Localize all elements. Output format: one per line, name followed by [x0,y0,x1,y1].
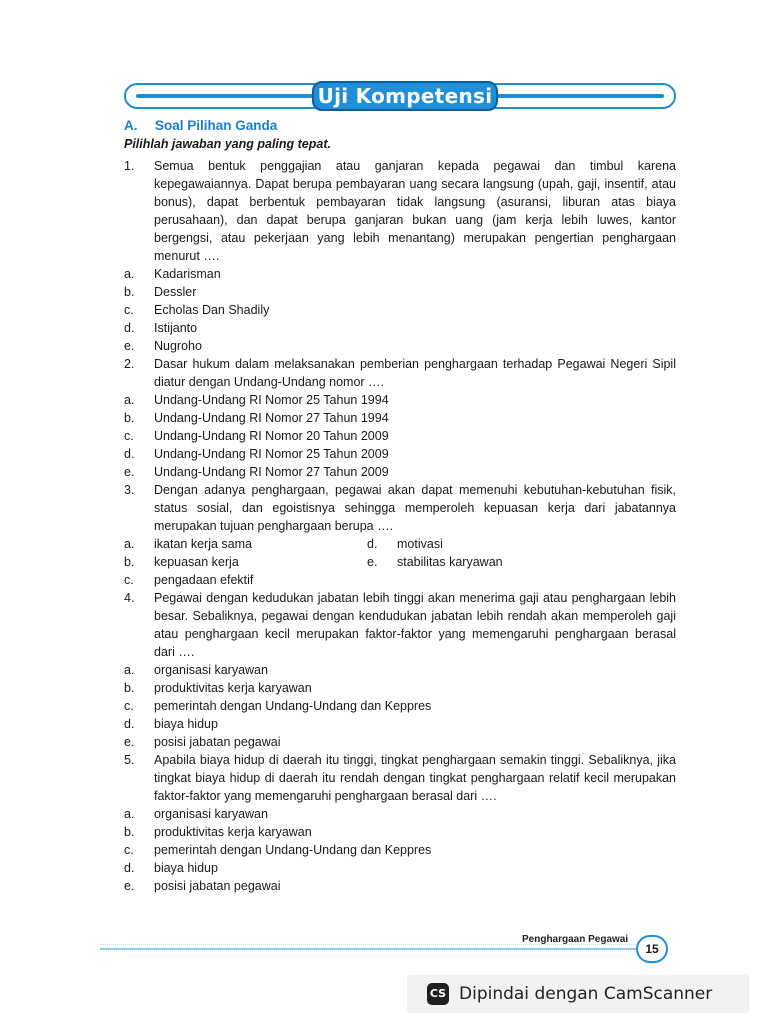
option-letter: e. [367,555,378,569]
option-letter: c. [124,303,134,317]
footer-chapter: Penghargaan Pegawai [522,934,629,945]
question-number: 5. [124,753,135,767]
option [124,859,676,877]
option [124,535,367,553]
option [124,463,676,481]
option-text: Echolas Dan Shadily [154,303,270,317]
option-letter: e. [124,465,135,479]
option [124,427,676,445]
question-4 [124,589,676,661]
option [124,337,676,355]
option-letter: b. [124,825,135,839]
section-heading [124,118,277,133]
option-letter: b. [124,555,135,569]
header-banner [124,83,676,109]
option-text: pemerintah dengan Undang-Undang dan Keppres [154,843,432,857]
option-text: motivasi [397,537,443,551]
option [124,661,676,679]
option-letter: c. [124,843,134,857]
option-text: pemerintah dengan Undang-Undang dan Keppres [154,699,432,713]
option-text: ikatan kerja sama [154,537,252,551]
option [124,301,676,319]
options-1 [124,265,676,355]
option-text: posisi jabatan pegawai [154,735,281,749]
option [124,265,676,283]
option [124,697,676,715]
option [124,553,367,571]
option [124,805,676,823]
option-letter: d. [124,861,135,875]
option-letter: d. [124,717,135,731]
section-letter: A. [124,118,138,133]
option-letter: e. [124,339,135,353]
option-text: kepuasan kerja [154,555,239,569]
options-4 [124,661,676,751]
question-text: Pegawai dengan kedudukan jabatan lebih tinggi akan menerima gaji atau penghargaan lebih besar. Sebaliknya, pegawai dengan kendudukan jabatan lebih rendah akan memperoleh gaji atau penghargaan kecil merupakan faktor-faktor yang memengaruhi penghargaan berasal dari …. [154,591,676,659]
option-text: Nugroho [154,339,202,353]
option-letter: a. [124,663,135,677]
option-letter: b. [124,285,135,299]
option-text: Undang-Undang RI Nomor 27 Tahun 1994 [154,411,389,425]
question-text: Semua bentuk penggajian atau ganjaran kepada pegawai dan timbul karena kepegawaiannya. Dapat berupa pembayaran uang secara langsung (upah, gaji, insentif, atau bonus), dapat berbentuk pembayaran tidak langsung (asuransi, liburan atas biaya perusahaan), dan dapat berupa ganjaran bukan uang (jam kerja lebih luwes, kantor bergengsi, atau pekerjaan yang lebih menantang) merupakan pengertian penghargaan menurut …. [154,159,676,263]
option-letter: e. [124,735,135,749]
option [124,679,676,697]
option [124,877,676,895]
option-letter: c. [124,573,134,587]
option [124,841,676,859]
option [124,823,676,841]
option-text: Undang-Undang RI Nomor 25 Tahun 1994 [154,393,389,407]
option-letter: a. [124,393,135,407]
question-5 [124,751,676,805]
camscanner-badge [407,975,749,1013]
option-text: Dessler [154,285,197,299]
question-text: Dasar hukum dalam melaksanakan pemberian penghargaan terhadap Pegawai Negeri Sipil diatur dengan Undang-Undang nomor …. [154,357,676,389]
option-text: Undang-Undang RI Nomor 25 Tahun 2009 [154,447,389,461]
option [124,715,676,733]
question-number: 4. [124,591,135,605]
option-text: organisasi karyawan [154,807,268,821]
question-text: Dengan adanya penghargaan, pegawai akan dapat memenuhi kebutuhan-kebutuhan fisik, status sosial, dan egoistisnya sehingga memperoleh kepuasan kerja dari jabatannya merupakan tujuan penghargaan berupa …. [154,483,676,533]
option [124,409,676,427]
option [124,571,367,589]
option-letter: a. [124,537,135,551]
option-letter: d. [367,537,378,551]
option-letter: e. [124,879,135,893]
option-letter: b. [124,411,135,425]
question-list [124,157,676,895]
option [124,391,676,409]
question-text: Apabila biaya hidup di daerah itu tinggi, tingkat penghargaan semakin tinggi. Sebaliknya, jika tingkat biaya hidup di daerah itu rendah dengan tingkat penghargaan relatif kecil merupakan faktor-faktor yang memengaruhi penghargaan berasal dari …. [154,753,676,803]
footer-rule [100,948,640,950]
option-letter: a. [124,267,135,281]
option-letter: c. [124,699,134,713]
option [124,283,676,301]
question-number: 1. [124,159,135,173]
question-3 [124,481,676,535]
camscanner-logo-icon: CS [427,983,449,1005]
option-text: Undang-Undang RI Nomor 27 Tahun 2009 [154,465,389,479]
option-text: pengadaan efektif [154,573,254,587]
option-text: produktivitas kerja karyawan [154,681,312,695]
option-letter: b. [124,681,135,695]
options-3 [124,535,676,589]
option-letter: a. [124,807,135,821]
option [124,733,676,751]
question-number: 2. [124,357,135,371]
options-5 [124,805,676,895]
option-text: organisasi karyawan [154,663,268,677]
instruction: Pilihlah jawaban yang paling tepat. [124,137,331,151]
option-text: Istijanto [154,321,198,335]
option-text: biaya hidup [154,717,218,731]
option-text: Kadarisman [154,267,221,281]
option-text: posisi jabatan pegawai [154,879,281,893]
option-text: Undang-Undang RI Nomor 20 Tahun 2009 [154,429,389,443]
section-title: Soal Pilihan Ganda [155,118,278,133]
option-letter: d. [124,321,135,335]
page-title: Uji Kompetensi [312,81,498,111]
camscanner-text: Dipindai dengan CamScanner [459,984,713,1004]
option [124,445,676,463]
page-number: 15 [636,935,668,963]
option-text: biaya hidup [154,861,218,875]
option-letter: c. [124,429,134,443]
question-1 [124,157,676,265]
question-2 [124,355,676,391]
option-letter: d. [124,447,135,461]
option-text: stabilitas karyawan [397,555,503,569]
option [124,319,676,337]
option [367,535,676,553]
option [367,553,676,571]
options-2 [124,391,676,481]
option-text: produktivitas kerja karyawan [154,825,312,839]
question-number: 3. [124,483,135,497]
